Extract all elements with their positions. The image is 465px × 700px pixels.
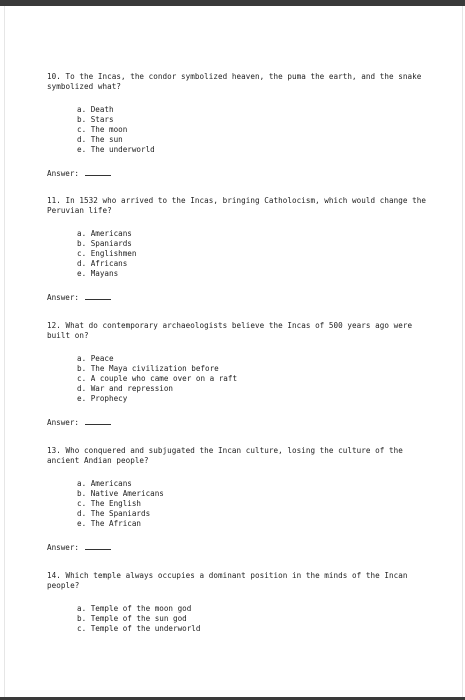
option-b: b. Temple of the sun god: [77, 614, 187, 623]
option-a: a. Temple of the moon god: [77, 604, 192, 613]
question-14: [47, 571, 427, 634]
answer-line: [47, 293, 111, 303]
answer-line: [47, 418, 111, 428]
option-e: e. The underworld: [77, 145, 155, 154]
option-c: c. Englishmen: [77, 249, 137, 258]
answer-options: [77, 604, 427, 634]
option-e: e. Prophecy: [77, 394, 128, 403]
option-c: c. The moon: [77, 125, 128, 134]
answer-label: Answer:: [47, 418, 80, 427]
option-e: e. Mayans: [77, 269, 119, 278]
option-a: a. Americans: [77, 479, 132, 488]
answer-options: [77, 354, 427, 404]
question-text: 11. In 1532 who arrived to the Incas, bringing Catholocism, which would change the Peruvian life?: [47, 196, 426, 215]
answer-options: [77, 229, 427, 279]
option-b: b. Native Americans: [77, 489, 164, 498]
option-b: b. Stars: [77, 115, 114, 124]
answer-label: Answer:: [47, 543, 80, 552]
question-text: 14. Which temple always occupies a dominant position in the minds of the Incan people?: [47, 571, 408, 590]
answer-label: Answer:: [47, 293, 80, 302]
option-d: d. Africans: [77, 259, 128, 268]
option-c: c. The English: [77, 499, 142, 508]
option-a: a. Americans: [77, 229, 132, 238]
option-d: d. The sun: [77, 135, 123, 144]
option-a: a. Peace: [77, 354, 114, 363]
answer-line: [47, 543, 111, 553]
option-d: d. War and repression: [77, 384, 174, 393]
question-13: [47, 446, 427, 552]
answer-blank[interactable]: [85, 543, 111, 550]
option-c: c. Temple of the underworld: [77, 624, 201, 633]
answer-line: [47, 169, 111, 179]
option-e: e. The African: [77, 519, 142, 528]
question-text: 10. To the Incas, the condor symbolized heaven, the puma the earth, and the snake symbolized what?: [47, 72, 422, 91]
question-11: [47, 196, 427, 302]
question-text: 13. Who conquered and subjugated the Incan culture, losing the culture of the ancient Andian people?: [47, 446, 403, 465]
answer-options: [77, 105, 427, 155]
option-b: b. The Maya civilization before: [77, 364, 219, 373]
answer-blank[interactable]: [85, 293, 111, 300]
document-page: [4, 6, 463, 697]
option-c: c. A couple who came over on a raft: [77, 374, 238, 383]
option-a: a. Death: [77, 105, 114, 114]
option-b: b. Spaniards: [77, 239, 132, 248]
answer-blank[interactable]: [85, 169, 111, 176]
answer-blank[interactable]: [85, 418, 111, 425]
option-d: d. The Spaniards: [77, 509, 151, 518]
question-12: [47, 321, 427, 427]
question-text: 12. What do contemporary archaeologists believe the Incas of 500 years ago were built on?: [47, 321, 413, 340]
question-10: [47, 72, 427, 178]
answer-options: [77, 479, 427, 529]
answer-label: Answer:: [47, 169, 80, 178]
